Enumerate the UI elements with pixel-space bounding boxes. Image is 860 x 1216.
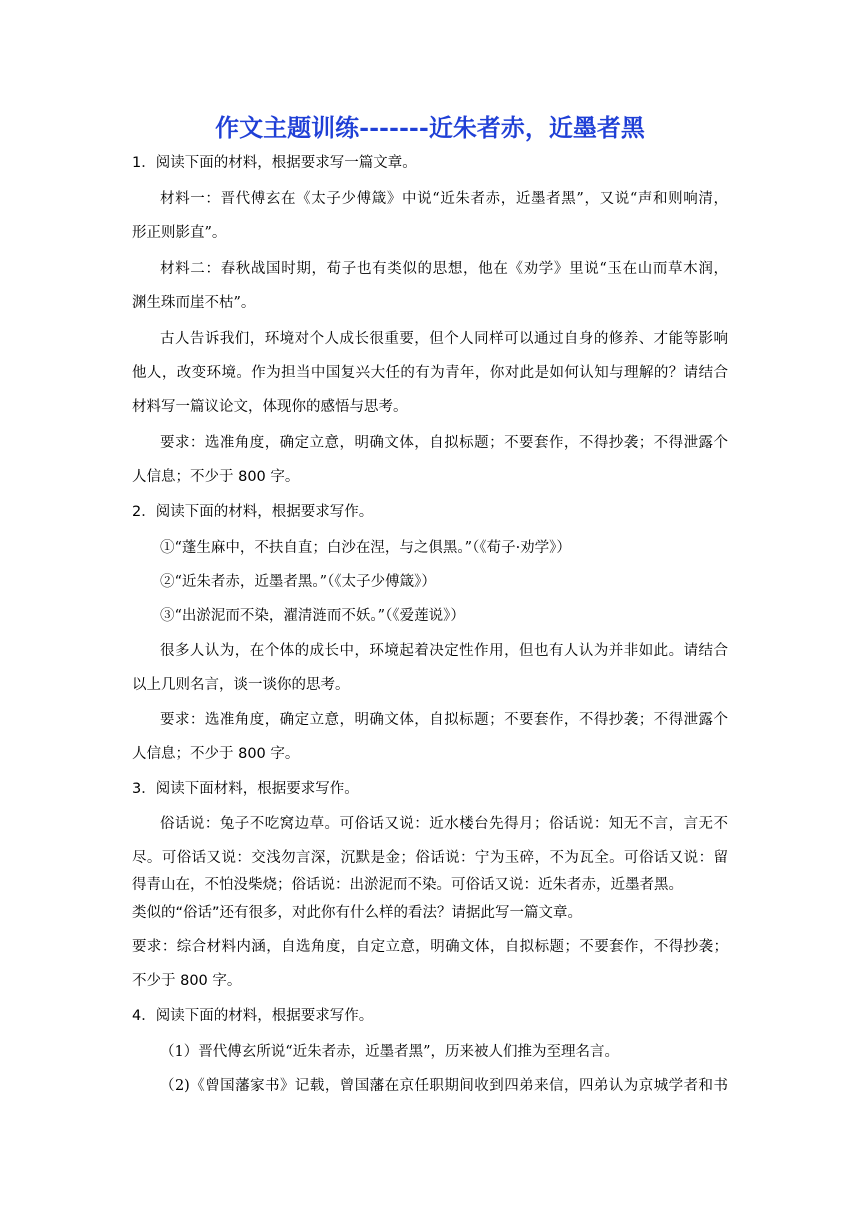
q1-material1-line1: 材料一：晋代傅玄在《太子少傅箴》中说“近朱者赤，近墨者黑”，又说“声和则响清， [160,191,728,207]
q2-paragraph-line2: 以上几则名言，谈一谈你的思考。 [132,677,350,693]
q4-heading: 4．阅读下面的材料，根据要求写作。 [132,1008,374,1024]
q1-requirement-line2: 人信息；不少于 800 字。 [132,469,300,485]
q4-item-1: （1）晋代傅玄所说“近朱者赤，近墨者黑”，历来被人们推为至理名言。 [160,1044,620,1060]
q3-paragraph-line2: 尽。可俗话又说：交浅勿言深，沉默是金；俗话说：宁为玉碎，不为瓦全。可俗话又说：留 [132,850,728,866]
q1-requirement-line1: 要求：选准角度，确定立意，明确文体，自拟标题；不要套作，不得抄袭；不得泄露个 [160,435,728,451]
q1-material2-line2: 渊生珠而崖不枯”。 [132,295,256,311]
q3-requirement-line1: 要求：综合材料内涵，自选角度，自定立意，明确文体，自拟标题；不要套作，不得抄袭； [132,939,728,955]
q3-paragraph-line1: 俗话说：兔子不吃窝边草。可俗话又说：近水楼台先得月；俗话说：知无不言，言无不 [160,816,728,832]
q2-heading: 2．阅读下面的材料，根据要求写作。 [132,504,374,520]
q1-paragraph-line2: 他人，改变环境。作为担当中国复兴大任的有为青年，你对此是如何认知与理解的？请结合 [132,365,728,381]
q3-requirement-line2: 不少于 800 字。 [132,973,242,989]
q3-paragraph-line3: 得青山在，不怕没柴烧；俗话说：出淤泥而不染。可俗话又说：近朱者赤，近墨者黑。 [132,877,683,893]
q3-paragraph-line4: 类似的“俗话”还有很多，对此你有什么样的看法？请据此写一篇文章。 [132,905,583,921]
q2-paragraph-line1: 很多人认为，在个体的成长中，环境起着决定性作用，但也有人认为并非如此。请结合 [160,643,728,659]
q1-paragraph-line3: 材料写一篇议论文，体现你的感悟与思考。 [132,399,408,415]
page-title: 作文主题训练-------近朱者赤，近墨者黑 [215,113,645,142]
q2-requirement-line1: 要求：选准角度，确定立意，明确文体，自拟标题；不要套作，不得抄袭；不得泄露个 [160,712,728,728]
q2-quote-3: ③“出淤泥而不染，濯清涟而不妖。”（《爱莲说》） [160,608,465,624]
q1-material1-line2: 形正则影直”。 [132,225,227,241]
q1-heading: 1．阅读下面的材料，根据要求写一篇文章。 [132,155,417,171]
q1-material2-line1: 材料二：春秋战国时期，荀子也有类似的思想，他在《劝学》里说“玉在山而草木润， [160,261,728,277]
q4-item-2: （2)《曾国藩家书》记载，曾国藩在京任职期间收到四弟来信，四弟认为京城学者和书 [160,1078,728,1094]
q3-heading: 3．阅读下面材料，根据要求写作。 [132,781,359,797]
q1-paragraph-line1: 古人告诉我们，环境对个人成长很重要，但个人同样可以通过自身的修养、才能等影响 [160,331,728,347]
q2-quote-1: ①“蓬生麻中，不扶自直；白沙在涅，与之俱黑。”（《荀子·劝学》） [160,540,571,556]
q2-quote-2: ②“近朱者赤，近墨者黑。”（《太子少傅箴》） [160,574,436,590]
q2-requirement-line2: 人信息；不少于 800 字。 [132,746,300,762]
